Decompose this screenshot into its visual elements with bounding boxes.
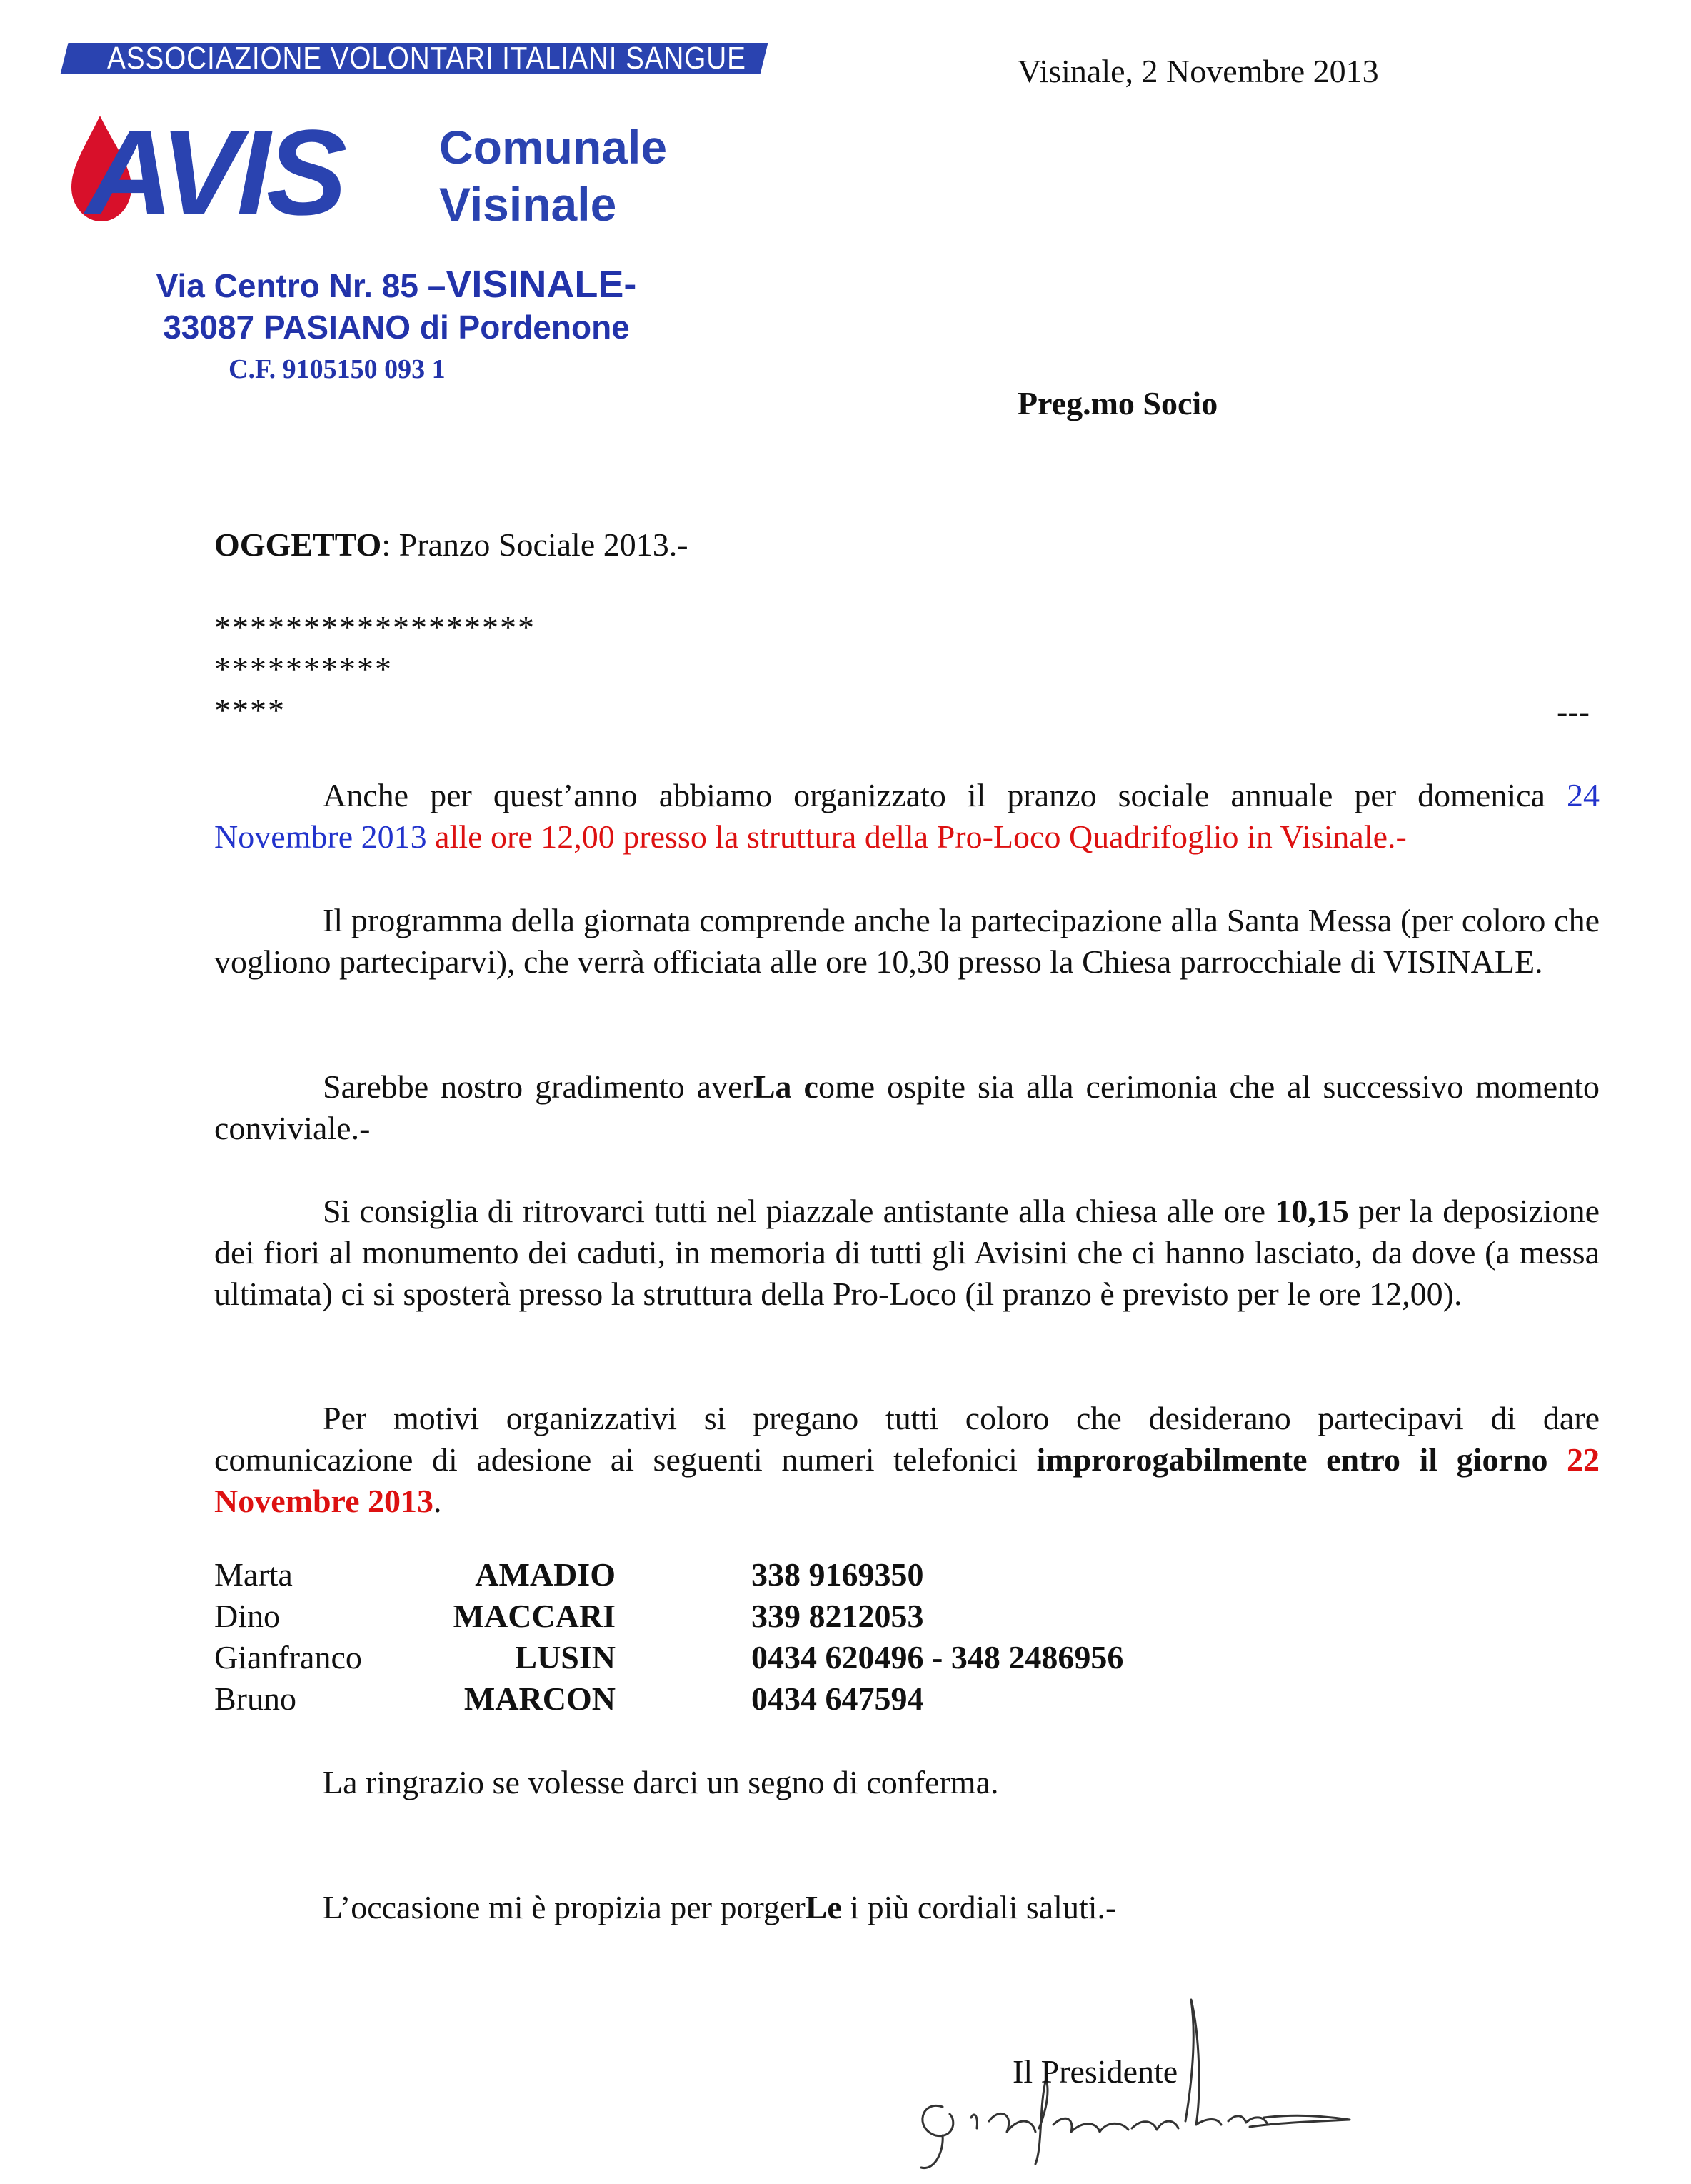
meeting-time: 10,15 bbox=[1275, 1193, 1349, 1229]
contact-first-name: Marta bbox=[214, 1556, 293, 1593]
contact-phone: 339 8212053 bbox=[751, 1598, 924, 1634]
closing-regards bbox=[323, 1887, 1116, 1928]
closing-thanks: La ringrazio se volesse darci un segno di conferma. bbox=[323, 1764, 999, 1800]
association-name: ASSOCIAZIONE VOLONTARI ITALIANI SANGUE bbox=[107, 41, 746, 76]
p5-text-a: Per motivi organizzativi si pregano tutti coloro che desiderano partecipavi di dare comunicazione di adesione ai seguenti numeri telefonici bbox=[214, 1400, 1600, 1478]
event-place: alle ore 12,00 presso la struttura della Pro-Loco Quadrifoglio in Visinale.- bbox=[426, 818, 1407, 855]
contact-last-name: LUSIN bbox=[515, 1639, 616, 1675]
stars-line-3: **** bbox=[214, 692, 286, 728]
letter-date: Visinale, 2 Novembre 2013 bbox=[1018, 53, 1379, 89]
contact-phone: 0434 620496 - 348 2486956 bbox=[751, 1639, 1124, 1675]
closing-regards-a: L’occasione mi è propizia per porger bbox=[323, 1889, 806, 1925]
p1-text: Anche per quest’anno abbiamo organizzato il pranzo sociale annuale per domenica bbox=[323, 777, 1567, 813]
logo-subtitle-line2: Visinale bbox=[439, 178, 617, 231]
contact-row bbox=[214, 1596, 1123, 1637]
paragraph-1 bbox=[214, 775, 1600, 858]
paragraph-5 bbox=[214, 1398, 1600, 1522]
avis-logo bbox=[57, 107, 428, 229]
address-town: VISINALE- bbox=[446, 263, 637, 306]
stars-line-1: ****************** bbox=[214, 609, 536, 646]
deadline-text: improrogabilmente entro il giorno bbox=[1036, 1441, 1548, 1478]
subject-text: : Pranzo Sociale 2013.- bbox=[381, 526, 688, 563]
p4-text-a: Si consiglia di ritrovarci tutti nel piazzale antistante alla chiesa alle ore bbox=[323, 1193, 1275, 1229]
address-street: Via Centro Nr. 85 – bbox=[156, 267, 446, 304]
paragraph-3 bbox=[214, 1066, 1600, 1149]
paragraph-4 bbox=[214, 1191, 1600, 1315]
contact-last-name: MARCON bbox=[463, 1680, 616, 1717]
president-label: Il Presidente bbox=[1013, 2053, 1178, 2090]
contact-row bbox=[214, 1554, 1123, 1596]
stars-line-2: ********** bbox=[214, 651, 393, 687]
event-date: 24 Novembre 2013 bbox=[214, 777, 1600, 855]
subject-label: OGGETTO bbox=[214, 526, 382, 563]
contact-first-name: Bruno bbox=[214, 1680, 296, 1717]
p3-text-a: Sarebbe nostro gradimento aver bbox=[323, 1068, 753, 1105]
paragraph-2: Il programma della giornata comprende anche la partecipazione alla Santa Messa (per coloro che vogliono parteciparvi), che verrà officiata alle ore 10,30 presso la Chiesa parrocchiale di VISINALE. bbox=[214, 902, 1600, 980]
subject-line bbox=[214, 524, 688, 566]
closing-regards-c: i più cordiali saluti.- bbox=[841, 1889, 1117, 1925]
logo-subtitle bbox=[439, 119, 667, 233]
logo-subtitle-line1: Comunale bbox=[439, 121, 668, 174]
deadline-date: 22 Novembre 2013 bbox=[214, 1441, 1600, 1519]
address-line1 bbox=[100, 263, 693, 307]
contact-last-name: AMADIO bbox=[475, 1556, 616, 1593]
contact-phone: 338 9169350 bbox=[751, 1556, 924, 1593]
contact-row bbox=[214, 1678, 1123, 1720]
dashes: --- bbox=[1557, 693, 1590, 730]
p3-text-c: ome ospite sia alla cerimonia che al successivo momento conviviale.- bbox=[214, 1068, 1600, 1146]
closing-regards-bold: Le bbox=[805, 1889, 842, 1925]
p4-text-c: per la deposizione dei fiori al monumento dei caduti, in memoria di tutti gli Avisini che ci hanno lasciato, da dove (a messa ultimata) ci si sposterà presso la struttura della Pro-Loco (il pranzo è previsto per le ore 12,00). bbox=[214, 1193, 1600, 1312]
address-line2: 33087 PASIANO di Pordenone bbox=[163, 309, 630, 346]
tax-code: C.F. 9105150 093 1 bbox=[229, 354, 446, 384]
p3-text-bold: La c bbox=[753, 1068, 818, 1105]
recipient-greeting: Preg.mo Socio bbox=[1018, 385, 1218, 421]
contact-first-name: Dino bbox=[214, 1598, 280, 1634]
contacts-list bbox=[214, 1554, 1123, 1720]
contact-phone: 0434 647594 bbox=[751, 1680, 924, 1717]
contact-row bbox=[214, 1637, 1123, 1678]
contact-first-name: Gianfranco bbox=[214, 1639, 362, 1675]
logo-text: AVIS bbox=[86, 107, 343, 229]
contact-last-name: MACCARI bbox=[453, 1598, 616, 1634]
p5-end: . bbox=[433, 1483, 442, 1519]
